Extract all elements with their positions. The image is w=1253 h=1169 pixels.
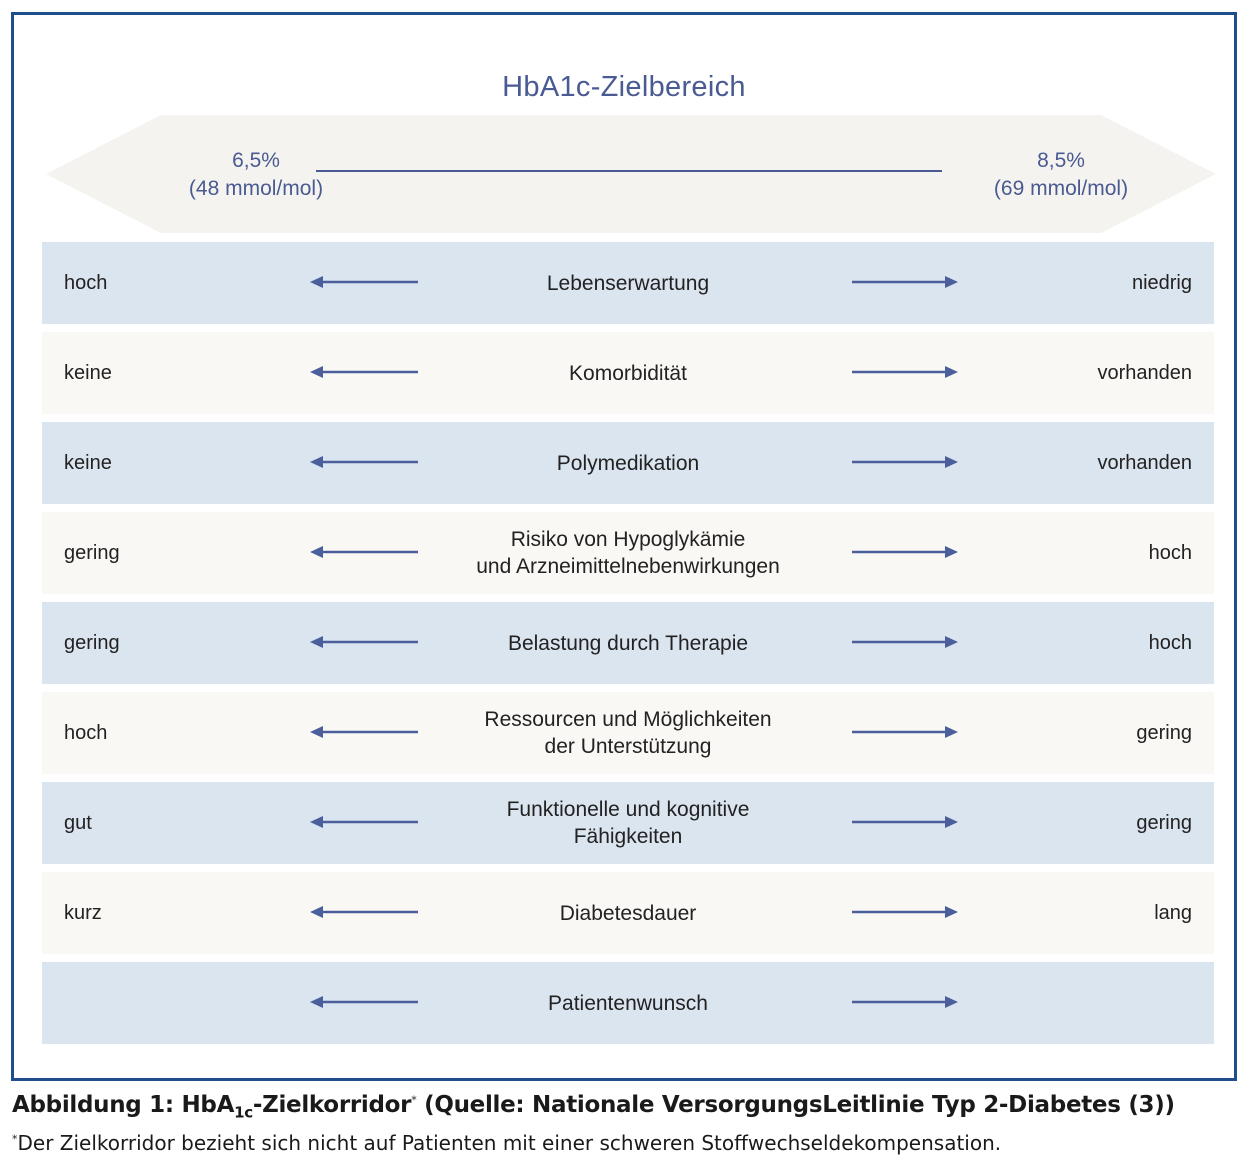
row-left-label: keine [64,361,112,384]
row-factor-label: Polymedikation [556,451,700,475]
right-arrow-icon [850,810,960,834]
factor-row [42,332,1214,414]
left-arrow-icon [310,990,420,1014]
left-arrow-icon [310,720,420,744]
row-factor-label: Funktionelle und kognitive Fähigkeiten [506,798,750,848]
row-factor-label: Diabetesdauer [559,901,697,925]
range-max-unit: (69 mmol/mol) [993,177,1129,200]
figure-frame [11,12,1237,1081]
left-arrow-icon [310,360,420,384]
range-min-unit: (48 mmol/mol) [188,177,324,200]
factor-row [42,422,1214,504]
right-arrow-icon [850,540,960,564]
range-max-value: 8,5% [1037,149,1085,172]
footnote-marker: * [12,1132,18,1146]
row-factor-label: Ressourcen und Möglichkeiten der Unterstützung [484,708,772,758]
range-min-label [126,147,386,203]
row-left-label: hoch [64,271,108,294]
row-right-label: gering [1136,721,1192,744]
row-factor-label: Patientenwunsch [548,991,708,1015]
row-factor-label: Lebenserwartung [546,271,710,295]
row-right-label: hoch [1148,541,1192,564]
row-left-label: hoch [64,721,108,744]
left-arrow-icon [310,540,420,564]
left-arrow-icon [310,900,420,924]
right-arrow-icon [850,450,960,474]
factor-row [42,242,1214,324]
footnote-text: Der Zielkorridor bezieht sich nicht auf Patienten mit einer schweren Stoffwechseldekompensation. [17,1131,1002,1155]
range-max-label [931,147,1191,203]
row-factor-label: Komorbidität [569,361,687,385]
row-left-label: gering [64,541,120,564]
row-right-label: gering [1136,811,1192,834]
right-arrow-icon [850,900,960,924]
row-right-label: niedrig [1131,271,1192,294]
caption-source: (Quelle: Nationale VersorgungsLeitlinie Typ 2-Diabetes (3)) [416,1092,1175,1118]
factor-row [42,962,1214,1044]
left-arrow-icon [310,630,420,654]
row-left-label: gering [64,631,120,654]
row-right-label: hoch [1148,631,1192,654]
row-right-label: vorhanden [1097,361,1192,384]
row-right-label: vorhanden [1097,451,1192,474]
right-arrow-icon [850,630,960,654]
left-arrow-icon [310,810,420,834]
caption-middle: -Zielkorridor [252,1092,412,1118]
row-right-label: lang [1154,901,1192,924]
right-arrow-icon [850,990,960,1014]
right-arrow-icon [850,360,960,384]
factor-row [42,692,1214,774]
figure-caption [12,1092,1175,1122]
row-left-label: kurz [64,901,102,924]
factor-row [42,782,1214,864]
right-arrow-icon [850,720,960,744]
row-left-label: keine [64,451,112,474]
footnote [12,1131,1001,1155]
figure-title: HbA1c-Zielbereich [502,71,746,103]
caption-marker: * [411,1093,417,1107]
left-arrow-icon [310,270,420,294]
factor-row [42,872,1214,954]
factor-row [42,512,1214,594]
right-arrow-icon [850,270,960,294]
row-factor-label: Risiko von Hypoglykämie und Arzneimittelnebenwirkungen [476,528,780,578]
caption-prefix: Abbildung 1: HbA [12,1092,235,1118]
range-min-value: 6,5% [232,149,280,172]
caption-subscript: 1c [234,1103,253,1122]
left-arrow-icon [310,450,420,474]
row-left-label: gut [64,811,92,834]
target-range-banner [46,115,1216,233]
factor-row [42,602,1214,684]
row-factor-label: Belastung durch Therapie [507,631,749,655]
